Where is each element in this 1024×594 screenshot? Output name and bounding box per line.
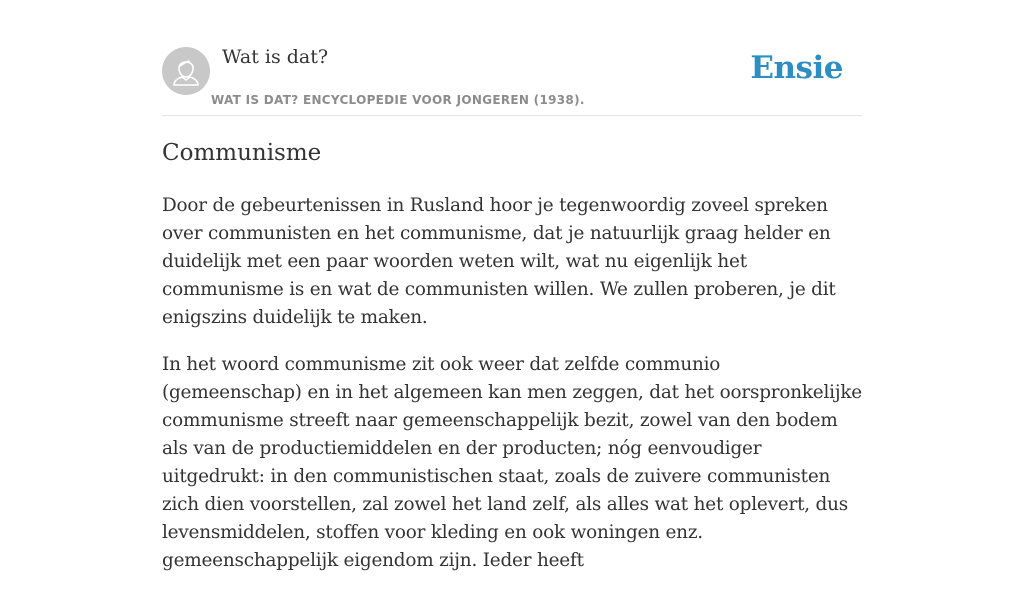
source-header <box>162 0 862 116</box>
user-silhouette-icon[interactable] <box>162 47 210 95</box>
article-paragraph-1: Door de gebeurtenissen in Rusland hoor je tegenwoordig zoveel spreken over communisten en het communisme, dat je natuurlijk graag helder en duidelijk met een paar woorden weten wilt, wat nu eigenlijk het communisme is en wat de communisten willen. We zullen proberen, je dit enigszins duidelijk te maken. <box>162 195 836 328</box>
article-title: Communisme <box>162 140 322 166</box>
article-body <box>162 192 862 594</box>
page <box>162 0 862 571</box>
article-paragraph-2: In het woord communisme zit ook weer dat zelfde communio (gemeenschap) en in het algemeen kan men zeggen, dat het oorspronkelijke communisme streeft naar gemeenschappelijk bezit, zowel van den bodem als van de productiemiddelen en der producten; nóg eenvoudiger uitgedrukt: in den communistischen staat, zoals de zuivere communisten zich dien voorstellen, zal zowel het land zelf, als alles wat het oplevert, dus levensmiddelen, stoffen voor kleding en ook woningen enz. gemeenschappelijk eigendom zijn. Ieder heeft <box>162 354 862 571</box>
source-title-link[interactable]: Wat is dat? <box>222 46 329 68</box>
source-subtitle: WAT IS DAT? ENCYCLOPEDIE VOOR JONGEREN (1938). <box>211 93 585 107</box>
ensie-logo-link[interactable]: Ensie <box>750 50 843 86</box>
